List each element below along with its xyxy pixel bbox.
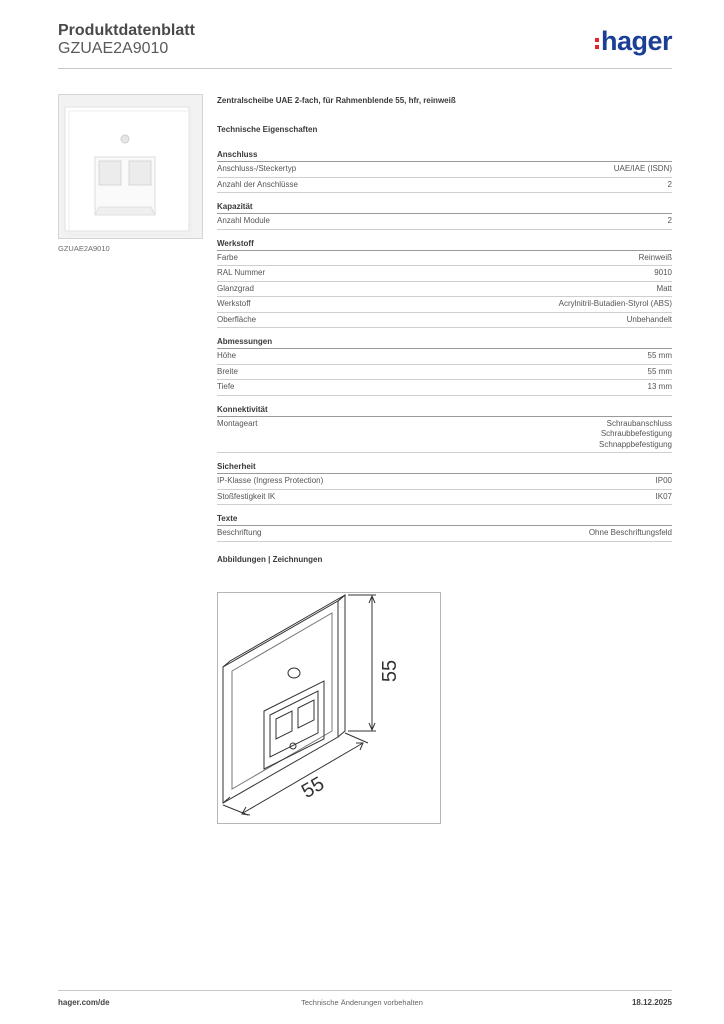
- spec-row: [217, 162, 672, 178]
- spec-value-line: Unbehandelt: [626, 314, 672, 324]
- spec-label: Anschluss-/Steckertyp: [217, 164, 297, 173]
- spec-row: [217, 282, 672, 298]
- spec-row: [217, 365, 672, 381]
- spec-group-title: Texte: [217, 514, 672, 526]
- spec-value: [668, 216, 672, 227]
- spec-label: Beschriftung: [217, 528, 262, 537]
- spec-value: [559, 299, 672, 310]
- spec-value-line: 55 mm: [647, 351, 672, 360]
- spec-value: [656, 476, 672, 487]
- height-dimension-label: 55: [379, 659, 401, 683]
- spec-group: [217, 462, 672, 505]
- spec-value-line: Reinweiß: [638, 252, 672, 262]
- spec-value: [656, 284, 672, 295]
- spec-group: [217, 202, 672, 230]
- spec-value: [648, 382, 672, 393]
- article-number: GZUAE2A9010: [58, 40, 169, 57]
- spec-group-title: Konnektivität: [217, 405, 672, 417]
- spec-value: [614, 164, 672, 175]
- spec-label: Tiefe: [217, 382, 235, 391]
- spec-label: IP-Klasse (Ingress Protection): [217, 476, 324, 485]
- spec-value-line: 13 mm: [647, 382, 672, 391]
- spec-value: [654, 268, 672, 279]
- spec-label: Anzahl der Anschlüsse: [217, 179, 298, 189]
- spec-value: [656, 492, 672, 503]
- spec-groups: [217, 150, 672, 542]
- technical-drawing-icon: [218, 593, 440, 823]
- spec-row: [217, 474, 672, 490]
- spec-group: [217, 405, 672, 454]
- spec-label: Werkstoff: [217, 299, 251, 308]
- spec-value-line: 9010: [654, 268, 672, 277]
- spec-value: [648, 367, 672, 378]
- spec-label: Breite: [217, 366, 238, 376]
- spec-value-line: IK07: [655, 491, 672, 501]
- spec-label: Stoßfestigkeit IK: [217, 491, 276, 501]
- product-image: [58, 94, 203, 239]
- footer-website-link[interactable]: hager.com/de: [58, 998, 110, 1007]
- drawings-title: Abbildungen | Zeichnungen: [217, 554, 323, 564]
- spec-label: Höhe: [217, 351, 237, 360]
- spec-row: [217, 417, 672, 454]
- spec-label: RAL Nummer: [217, 268, 266, 277]
- spec-row: [217, 266, 672, 282]
- product-title: Zentralscheibe UAE 2-fach, für Rahmenblende 55, hfr, reinweiß: [217, 96, 456, 105]
- spec-value-line: 2: [667, 179, 672, 189]
- spec-label: Anzahl Module: [217, 216, 270, 225]
- spec-row: [217, 349, 672, 365]
- spec-value-line: Matt: [656, 283, 672, 293]
- spec-label: Glanzgrad: [217, 283, 254, 293]
- spec-value-line: Schnappbefestigung: [599, 439, 672, 449]
- spec-value: [668, 180, 672, 191]
- spec-group-title: Abmessungen: [217, 337, 672, 349]
- spec-value-line: 55 mm: [647, 366, 672, 376]
- spec-row: [217, 490, 672, 506]
- logo-text: hager: [600, 26, 672, 56]
- spec-group-title: Kapazität: [217, 202, 672, 214]
- spec-value: [599, 419, 672, 451]
- spec-row: [217, 251, 672, 267]
- spec-group-title: Anschluss: [217, 150, 672, 162]
- spec-value-line: UAE/IAE (ISDN): [613, 164, 672, 173]
- spec-group: [217, 239, 672, 329]
- spec-value: [589, 528, 672, 539]
- hager-logo[interactable]: [595, 26, 672, 57]
- spec-group-title: Sicherheit: [217, 462, 672, 474]
- spec-value-line: Schraubanschluss: [606, 418, 672, 428]
- page-title: Produktdatenblatt: [58, 22, 195, 39]
- spec-value: [627, 315, 672, 326]
- spec-row: [217, 178, 672, 194]
- spec-row: [217, 297, 672, 313]
- header-divider: [58, 68, 672, 69]
- dimension-drawing: [217, 592, 441, 824]
- spec-label: Montageart: [217, 418, 258, 428]
- spec-value-line: IP00: [655, 476, 672, 485]
- spec-value: [639, 253, 672, 264]
- image-caption: GZUAE2A9010: [58, 244, 110, 253]
- section-title: Technische Eigenschaften: [217, 125, 318, 134]
- spec-value-line: 2: [667, 216, 672, 225]
- width-dimension-label: 55: [297, 772, 329, 803]
- footer-notice: Technische Änderungen vorbehalten: [301, 998, 423, 1007]
- spec-group: [217, 337, 672, 396]
- spec-row: [217, 313, 672, 329]
- spec-row: [217, 526, 672, 542]
- spec-row: [217, 380, 672, 396]
- spec-group-title: Werkstoff: [217, 239, 672, 251]
- footer-divider: [58, 990, 672, 991]
- spec-value-line: Acrylnitril-Butadien-Styrol (ABS): [558, 299, 672, 308]
- spec-group: [217, 514, 672, 542]
- spec-value-line: Ohne Beschriftungsfeld: [588, 528, 672, 537]
- spec-label: Oberfläche: [217, 314, 257, 324]
- product-thumbnail-icon: [59, 95, 202, 238]
- spec-value-line: Schraubbefestigung: [600, 429, 672, 438]
- spec-section: [217, 96, 672, 564]
- spec-label: Farbe: [217, 252, 238, 262]
- footer-date: 18.12.2025: [631, 998, 672, 1007]
- logo-dots-icon: [595, 38, 599, 49]
- spec-value: [648, 351, 672, 362]
- spec-row: [217, 214, 672, 230]
- spec-group: [217, 150, 672, 193]
